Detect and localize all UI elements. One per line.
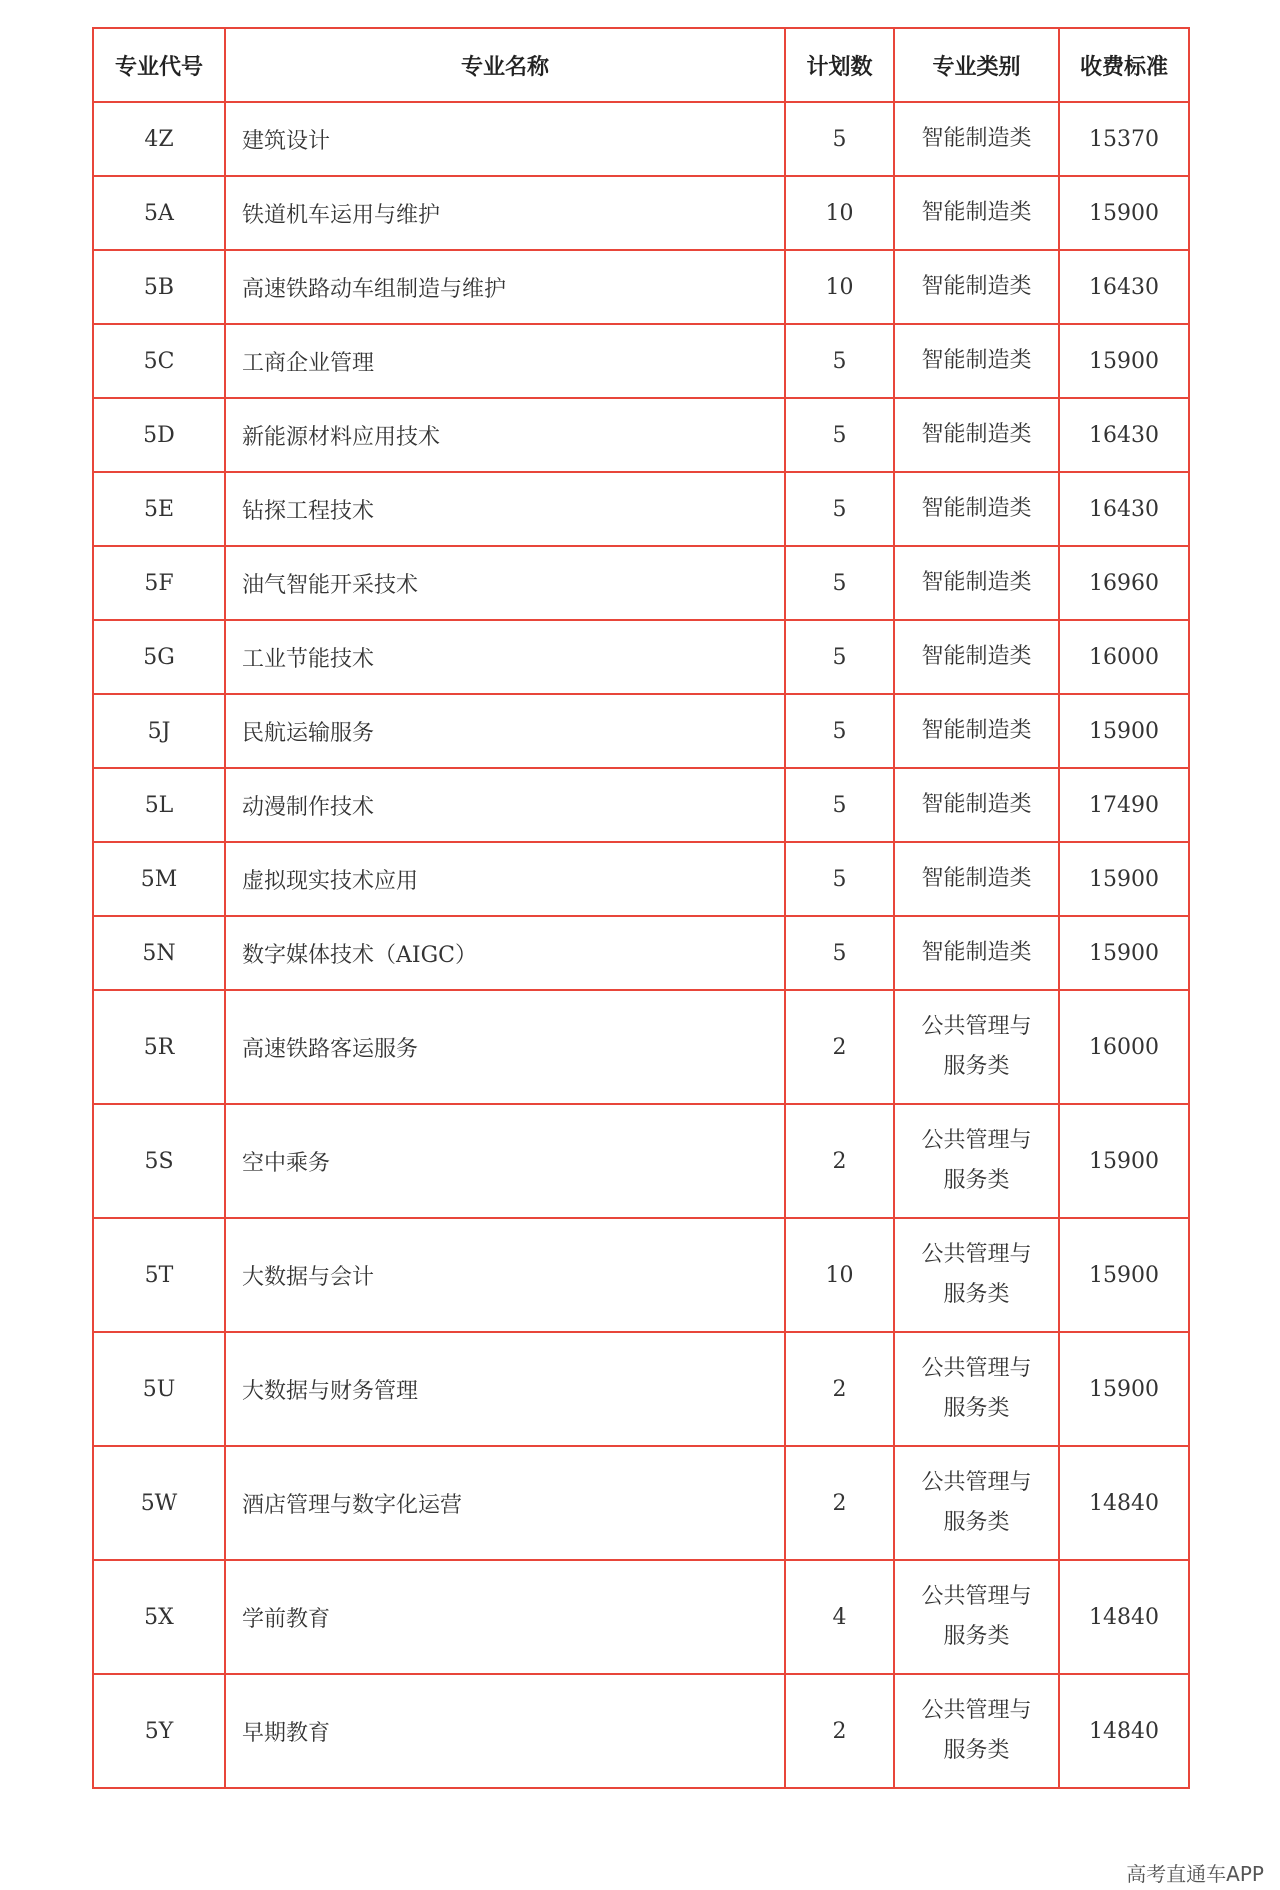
cell-category: 智能制造类	[894, 694, 1059, 768]
cell-code: 5C	[93, 324, 225, 398]
cell-code: 5L	[93, 768, 225, 842]
cell-name: 新能源材料应用技术	[225, 398, 785, 472]
cell-fee: 16000	[1059, 990, 1189, 1104]
cell-plan: 5	[785, 472, 894, 546]
header-code: 专业代号	[93, 28, 225, 102]
cell-category	[894, 1560, 1059, 1674]
cell-plan: 5	[785, 768, 894, 842]
cell-name: 高速铁路客运服务	[225, 990, 785, 1104]
cell-category	[894, 1332, 1059, 1446]
cell-plan: 4	[785, 1560, 894, 1674]
cell-fee: 15900	[1059, 694, 1189, 768]
cell-name: 大数据与财务管理	[225, 1332, 785, 1446]
cell-fee: 15900	[1059, 176, 1189, 250]
category-line-2: 服务类	[943, 1054, 1010, 1079]
cell-plan: 10	[785, 176, 894, 250]
cell-code: 5F	[93, 546, 225, 620]
cell-name: 工业节能技术	[225, 620, 785, 694]
cell-category	[894, 990, 1059, 1104]
category-line-2: 服务类	[943, 1168, 1010, 1193]
table-row	[93, 1104, 1189, 1218]
header-plan: 计划数	[785, 28, 894, 102]
cell-code: 5S	[93, 1104, 225, 1218]
cell-fee: 16430	[1059, 250, 1189, 324]
table-row	[93, 768, 1189, 842]
cell-name: 酒店管理与数字化运营	[225, 1446, 785, 1560]
category-line-1: 公共管理与	[921, 1128, 1032, 1153]
cell-plan: 5	[785, 546, 894, 620]
cell-code: 5J	[93, 694, 225, 768]
header-category: 专业类别	[894, 28, 1059, 102]
table-row	[93, 1446, 1189, 1560]
cell-name: 大数据与会计	[225, 1218, 785, 1332]
cell-fee: 15900	[1059, 1218, 1189, 1332]
table-row	[93, 1560, 1189, 1674]
cell-name: 空中乘务	[225, 1104, 785, 1218]
cell-fee: 15900	[1059, 1104, 1189, 1218]
cell-plan: 2	[785, 1674, 894, 1788]
cell-category	[894, 1446, 1059, 1560]
cell-name: 数字媒体技术（AIGC）	[225, 916, 785, 990]
cell-plan: 2	[785, 1104, 894, 1218]
cell-plan: 2	[785, 1446, 894, 1560]
category-line-2: 服务类	[943, 1624, 1010, 1649]
cell-plan: 5	[785, 694, 894, 768]
cell-code: 5R	[93, 990, 225, 1104]
table-row	[93, 324, 1189, 398]
cell-plan: 10	[785, 1218, 894, 1332]
cell-name: 工商企业管理	[225, 324, 785, 398]
header-name: 专业名称	[225, 28, 785, 102]
table-row	[93, 990, 1189, 1104]
table-row	[93, 250, 1189, 324]
cell-plan: 2	[785, 990, 894, 1104]
cell-name: 虚拟现实技术应用	[225, 842, 785, 916]
category-line-1: 公共管理与	[921, 1356, 1032, 1381]
major-table	[92, 27, 1190, 1789]
major-table-container	[92, 27, 1188, 1789]
table-row	[93, 102, 1189, 176]
cell-category: 智能制造类	[894, 250, 1059, 324]
cell-name: 早期教育	[225, 1674, 785, 1788]
cell-name: 动漫制作技术	[225, 768, 785, 842]
table-row	[93, 1674, 1189, 1788]
table-row	[93, 398, 1189, 472]
table-row	[93, 694, 1189, 768]
cell-code: 5B	[93, 250, 225, 324]
table-row	[93, 546, 1189, 620]
cell-plan: 5	[785, 916, 894, 990]
cell-code: 5D	[93, 398, 225, 472]
cell-category: 智能制造类	[894, 398, 1059, 472]
cell-category	[894, 1674, 1059, 1788]
cell-code: 5W	[93, 1446, 225, 1560]
cell-fee: 14840	[1059, 1674, 1189, 1788]
category-line-1: 公共管理与	[921, 1014, 1032, 1039]
cell-code: 5X	[93, 1560, 225, 1674]
category-line-2: 服务类	[943, 1738, 1010, 1763]
cell-name: 钻探工程技术	[225, 472, 785, 546]
cell-fee: 14840	[1059, 1560, 1189, 1674]
cell-plan: 2	[785, 1332, 894, 1446]
header-fee: 收费标准	[1059, 28, 1189, 102]
cell-category	[894, 1104, 1059, 1218]
cell-fee: 15900	[1059, 1332, 1189, 1446]
cell-category: 智能制造类	[894, 620, 1059, 694]
table-header-row	[93, 28, 1189, 102]
cell-name: 民航运输服务	[225, 694, 785, 768]
cell-fee: 17490	[1059, 768, 1189, 842]
table-row	[93, 1218, 1189, 1332]
category-line-2: 服务类	[943, 1396, 1010, 1421]
cell-category: 智能制造类	[894, 324, 1059, 398]
category-line-1: 公共管理与	[921, 1470, 1032, 1495]
table-row	[93, 176, 1189, 250]
table-row	[93, 472, 1189, 546]
cell-name: 油气智能开采技术	[225, 546, 785, 620]
table-row	[93, 620, 1189, 694]
category-line-1: 公共管理与	[921, 1584, 1032, 1609]
cell-name: 学前教育	[225, 1560, 785, 1674]
cell-fee: 16430	[1059, 398, 1189, 472]
cell-plan: 5	[785, 324, 894, 398]
cell-name: 建筑设计	[225, 102, 785, 176]
category-line-1: 公共管理与	[921, 1698, 1032, 1723]
cell-category: 智能制造类	[894, 768, 1059, 842]
cell-category: 智能制造类	[894, 472, 1059, 546]
cell-category	[894, 1218, 1059, 1332]
cell-category: 智能制造类	[894, 842, 1059, 916]
cell-category: 智能制造类	[894, 546, 1059, 620]
cell-fee: 16430	[1059, 472, 1189, 546]
cell-category: 智能制造类	[894, 102, 1059, 176]
footer-brand-watermark: 高考直通车APP	[1126, 1862, 1264, 1886]
cell-name: 铁道机车运用与维护	[225, 176, 785, 250]
cell-fee: 16960	[1059, 546, 1189, 620]
cell-code: 5T	[93, 1218, 225, 1332]
cell-fee: 15900	[1059, 842, 1189, 916]
cell-category: 智能制造类	[894, 916, 1059, 990]
cell-category: 智能制造类	[894, 176, 1059, 250]
cell-code: 5Y	[93, 1674, 225, 1788]
cell-fee: 15900	[1059, 324, 1189, 398]
cell-name: 高速铁路动车组制造与维护	[225, 250, 785, 324]
table-row	[93, 1332, 1189, 1446]
table-row	[93, 916, 1189, 990]
cell-code: 5E	[93, 472, 225, 546]
cell-fee: 16000	[1059, 620, 1189, 694]
category-line-2: 服务类	[943, 1282, 1010, 1307]
cell-code: 5M	[93, 842, 225, 916]
cell-code: 5U	[93, 1332, 225, 1446]
cell-fee: 15900	[1059, 916, 1189, 990]
table-row	[93, 842, 1189, 916]
cell-fee: 14840	[1059, 1446, 1189, 1560]
cell-plan: 5	[785, 398, 894, 472]
cell-code: 5A	[93, 176, 225, 250]
category-line-2: 服务类	[943, 1510, 1010, 1535]
cell-code: 4Z	[93, 102, 225, 176]
cell-code: 5N	[93, 916, 225, 990]
cell-plan: 10	[785, 250, 894, 324]
cell-code: 5G	[93, 620, 225, 694]
cell-plan: 5	[785, 842, 894, 916]
cell-plan: 5	[785, 620, 894, 694]
cell-plan: 5	[785, 102, 894, 176]
cell-fee: 15370	[1059, 102, 1189, 176]
category-line-1: 公共管理与	[921, 1242, 1032, 1267]
